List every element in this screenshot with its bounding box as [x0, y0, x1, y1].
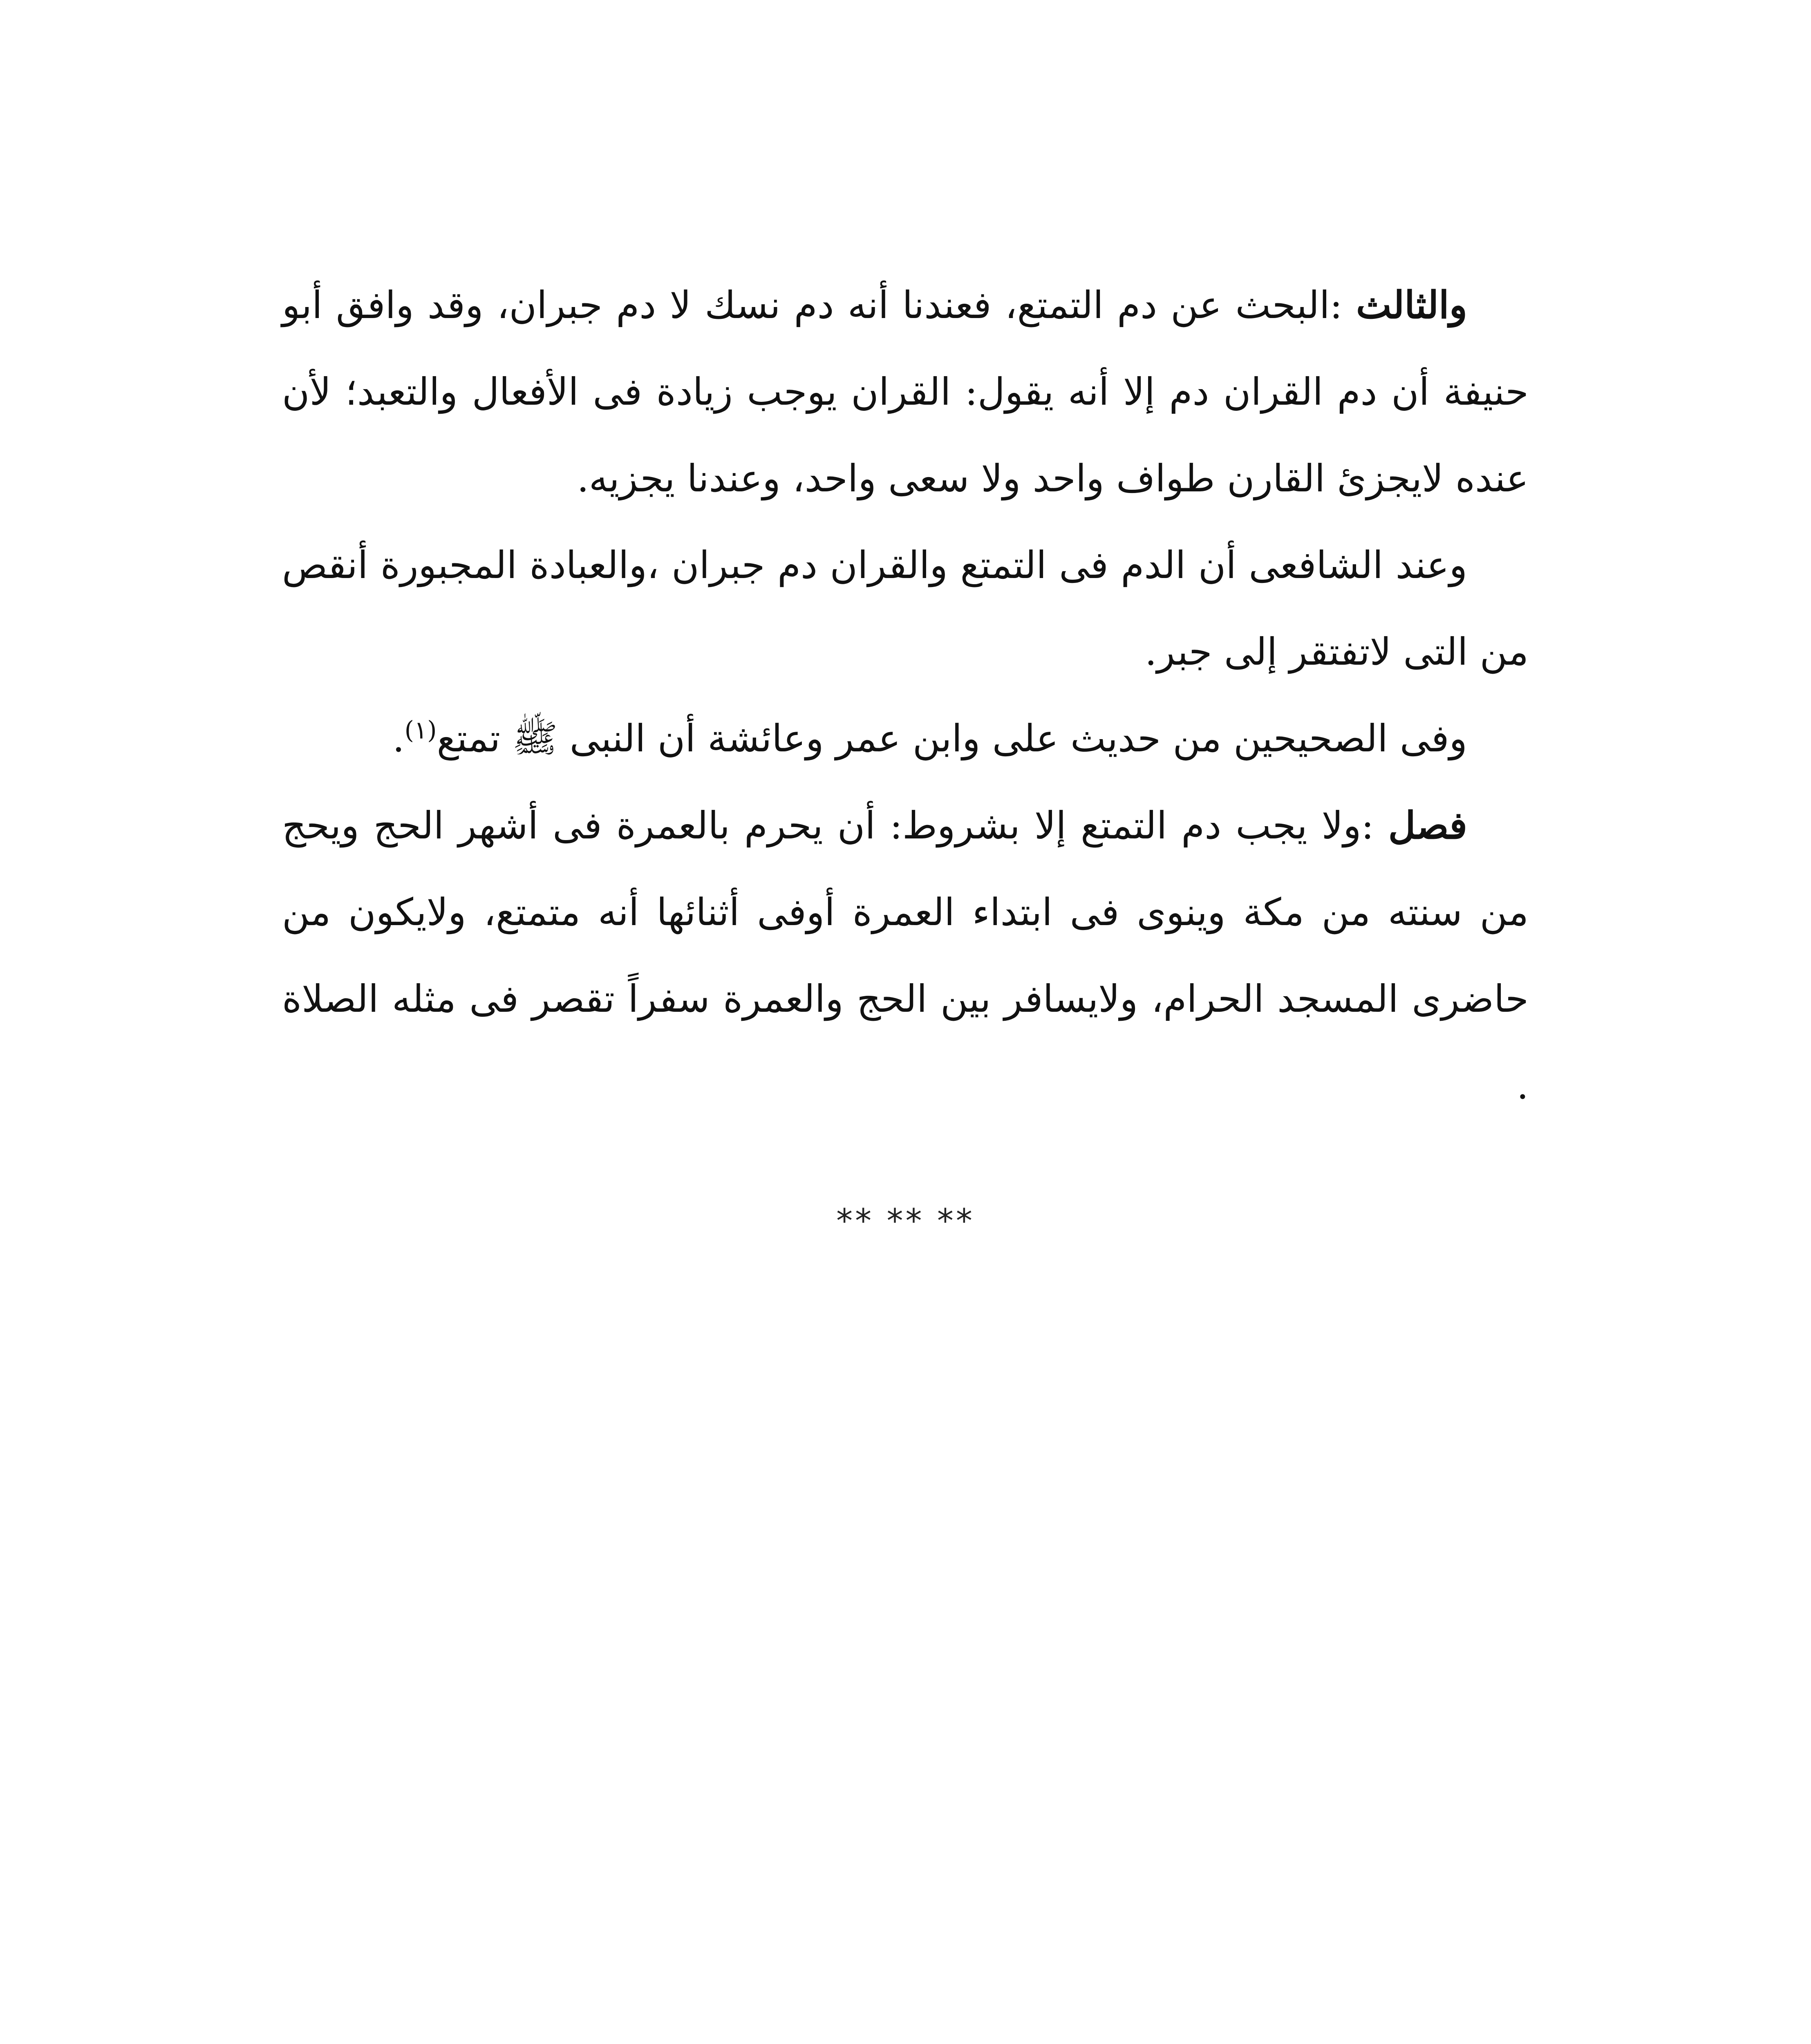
- heading-third: والثالث: [1356, 283, 1467, 327]
- paragraph-text: :ولا يجب دم التمتع إلا بشروط: أن يحرم بالعمرة فى أشهر الحج ويحج من سنته من مكة وينوى فى ابتداء العمرة أوفى أثنائها أنه متمتع، ولايكون من حاضرى المسجد الحرام، ولايسافر بين الحج والعمرة سفراً تقصر فى مثله الصلاة .: [282, 804, 1529, 1107]
- paragraph-end: .: [392, 717, 405, 760]
- paragraph-fasl: [282, 782, 1529, 1129]
- paragraph-text: :البحث عن دم التمتع، فعندنا أنه دم نسك لا دم جبران، وقد وافق أبو حنيفة أن دم القران دم إلا أنه يقول: القران يوجب زيادة فى الأفعال والتعبد؛ لأن عنده لايجزئ القارن طواف واحد ولا سعى واحد، وعندنا يجزيه.: [282, 283, 1529, 500]
- paragraph-third-point: [282, 262, 1529, 522]
- paragraph-text: وعند الشافعى أن الدم فى التمتع والقران دم جبران ،والعبادة المجبورة أنقص من التى لاتفتقر إلى جبر.: [282, 543, 1529, 674]
- paragraph-text: وفى الصحيحين من حديث على وابن عمر وعائشة أن النبى ﷺ تمتع: [437, 717, 1467, 760]
- main-text: [282, 262, 1529, 1129]
- section-divider: ** ** **: [836, 1202, 975, 1240]
- footnote-reference: (١): [404, 716, 437, 745]
- paragraph-sahihayn: [282, 695, 1529, 782]
- paragraph-shafii: [282, 522, 1529, 695]
- heading-fasl: فصل: [1388, 803, 1467, 847]
